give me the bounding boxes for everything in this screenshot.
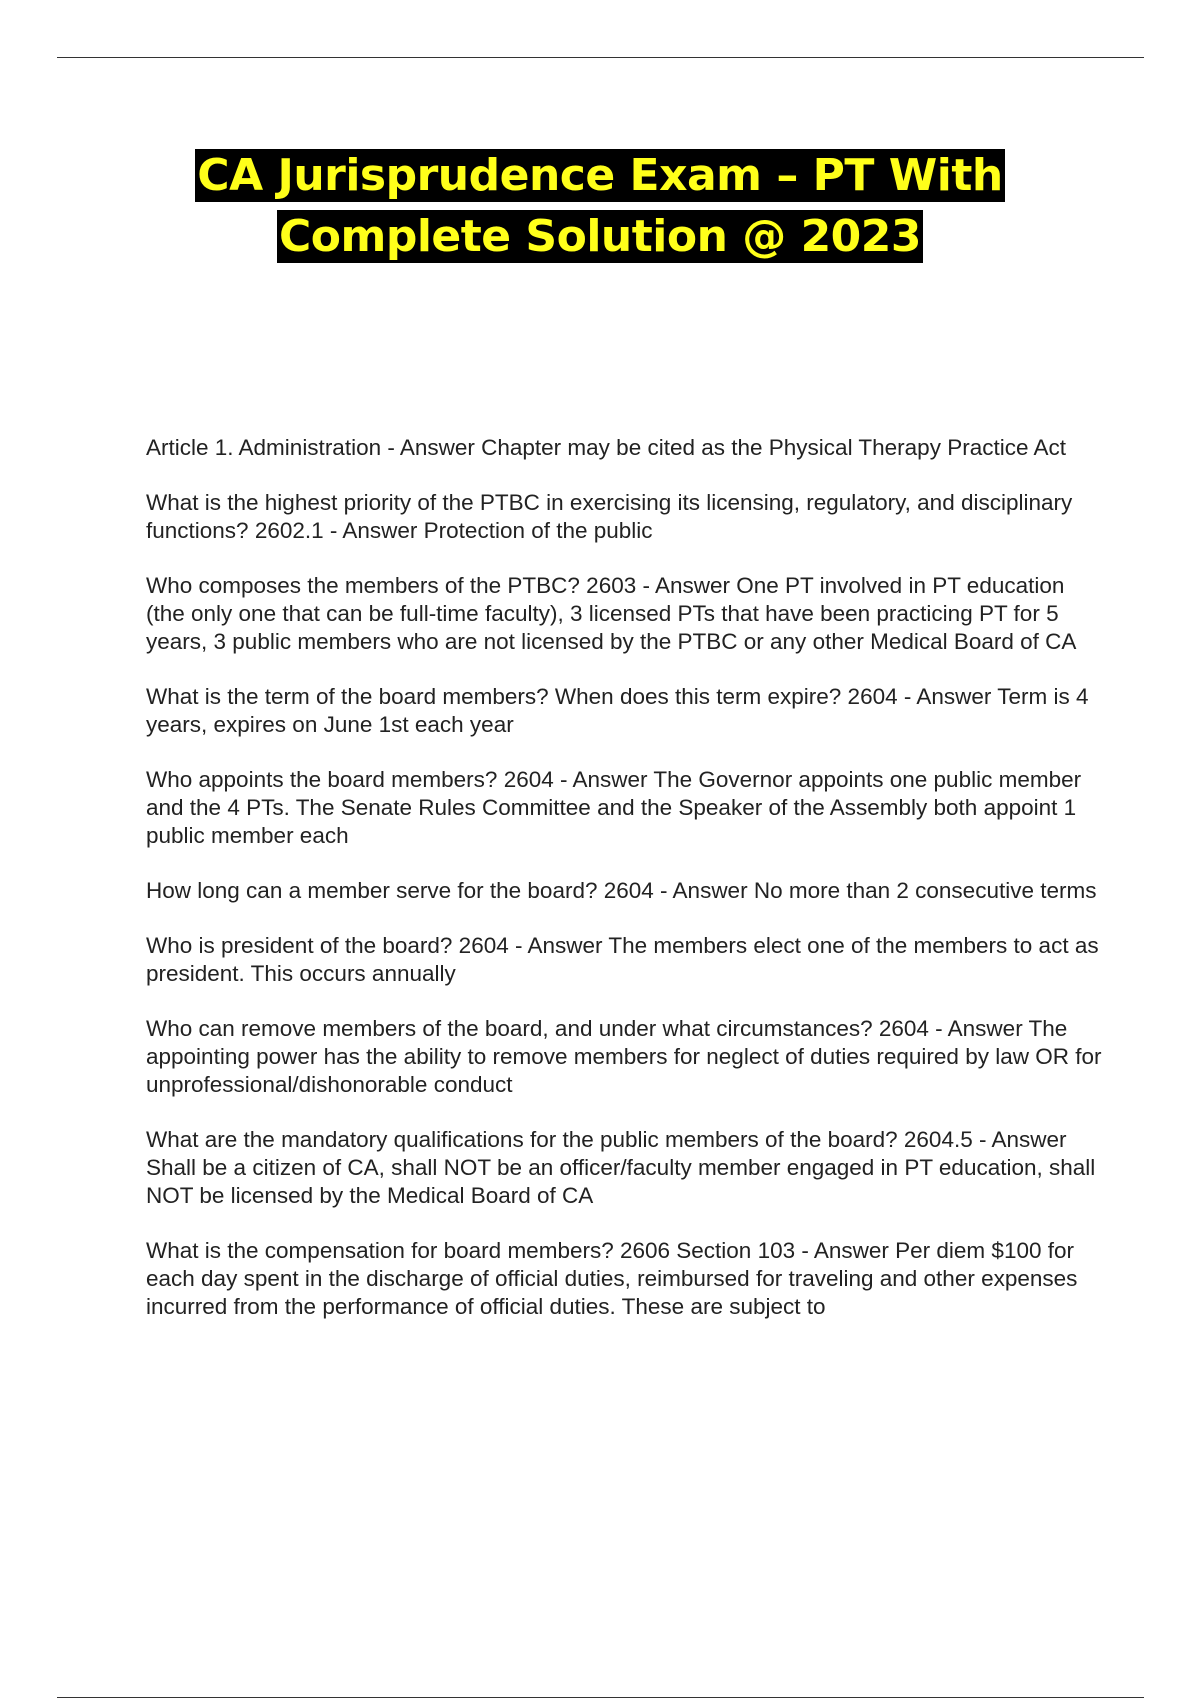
qa-list	[146, 434, 1106, 1348]
qa-entry: Article 1. Administration - Answer Chapter may be cited as the Physical Therapy Practice Act	[146, 435, 1066, 460]
footer-rule	[57, 1697, 1144, 1698]
qa-entry: How long can a member serve for the board? 2604 - Answer No more than 2 consecutive terms	[146, 878, 1097, 903]
header-rule	[57, 57, 1144, 58]
qa-entry: Who appoints the board members? 2604 - Answer The Governor appoints one public member and the 4 PTs. The Senate Rules Committee and the Speaker of the Assembly both appoint 1 public member each	[146, 767, 1082, 848]
qa-entry: Who is president of the board? 2604 - Answer The members elect one of the members to act as president. This occurs annually	[146, 933, 1099, 986]
qa-entry: What is the compensation for board members? 2606 Section 103 - Answer Per diem $100 for each day spent in the discharge of official duties, reimbursed for traveling and other expenses incurred from the performance of official duties. These are subject to	[146, 1238, 1078, 1319]
qa-entry: What is the highest priority of the PTBC in exercising its licensing, regulatory, and disciplinary functions? 2602.1 - Answer Protection of the public	[146, 490, 1073, 543]
qa-entry: Who composes the members of the PTBC? 2603 - Answer One PT involved in PT education (the only one that can be full-time faculty), 3 licensed PTs that have been practicing PT for 5 years, 3 public members who are not licensed by the PTBC or any other Medical Board of CA	[146, 573, 1077, 654]
qa-entry: What are the mandatory qualifications for the public members of the board? 2604.5 - Answer Shall be a citizen of CA, shall NOT be an officer/faculty member engaged in PT education, shall NOT be licensed by the Medical Board of CA	[146, 1127, 1096, 1208]
title-line-2: Complete Solution @ 2023	[278, 211, 922, 262]
title-line-1: CA Jurisprudence Exam – PT With	[197, 150, 1003, 201]
qa-entry: What is the term of the board members? When does this term expire? 2604 - Answer Term is 4 years, expires on June 1st each year	[146, 684, 1089, 737]
qa-entry: Who can remove members of the board, and under what circumstances? 2604 - Answer The appointing power has the ability to remove members for neglect of duties required by law OR for unprofessional/dishonorable conduct	[146, 1016, 1102, 1097]
document-title	[0, 145, 1200, 267]
